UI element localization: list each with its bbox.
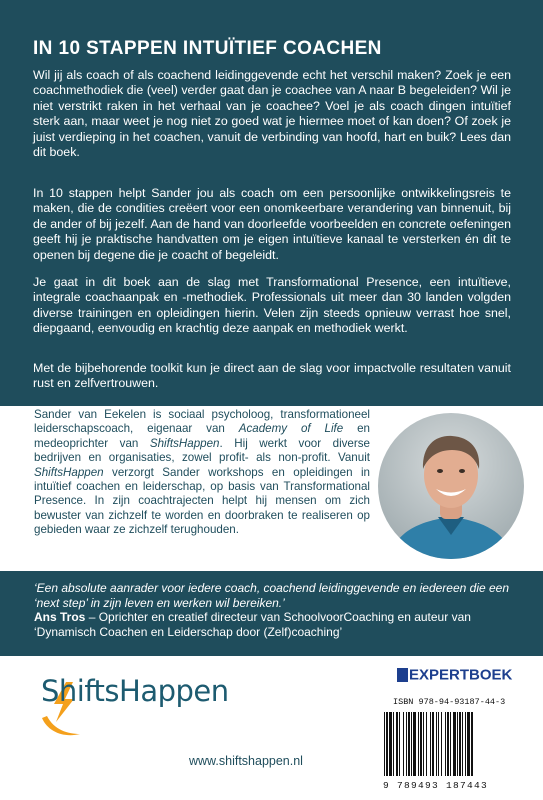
quote-author: Ans Tros (34, 610, 86, 625)
publisher-mark-icon (397, 668, 408, 682)
toolkit-paragraph: Met de bijbehorende toolkit kun je direct aan de slag voor impactvolle resultaten vanuit rust en zelfvertrouwen. (33, 361, 511, 391)
author-portrait (378, 413, 524, 559)
isbn-label: ISBN 978-94-93187-44-3 (393, 697, 506, 707)
endorsement-quote: ‘Een absolute aanrader voor iedere coach, coachend leidinggevende en iedereen die een ‘next step’ in zijn leven en werken wil bereiken.’ Ans Tros – Oprichter en creatief directeur van SchoolvoorCoaching en auteur van ‘Dynamisch Coachen en Leiderschap door (Zelf)coaching’ (34, 581, 510, 639)
publisher-logo: EXPERTBOEK (397, 666, 512, 685)
barcode-number: 9 789493 187443 (383, 780, 489, 791)
barcode (382, 712, 508, 778)
website-url: www.shiftshappen.nl (189, 754, 303, 768)
quote-credit: – Oprichter en creatief directeur van SchoolvoorCoaching en auteur van ‘Dynamisch Coachen en Leiderschap door (Zelf)coaching’ (34, 610, 471, 639)
bottom-section (0, 656, 543, 800)
method-paragraph: Je gaat in dit boek aan de slag met Transformational Presence, een intuïtieve, integrale coachaanpak en -methodiek. Professionals uit meer dan 30 landen volgden diverse trainingen en opleidingen hierin. Velen zijn steeds opnieuw verrast hoe snel, diepgaand, eenvoudig en krachtig deze aanpak en methodiek werkt. (33, 275, 511, 336)
author-bio-section (0, 406, 543, 571)
shiftshappen-logo: ShiftsHappen (41, 674, 229, 708)
intro-paragraph: Wil jij als coach of als coachend leidinggevende echt het verschil maken? Zoek je een coachmethodiek die (veel) verder gaat dan je coachee van A naar B begeleiden? Wil je niet verstrikt raken in het verhaal van je coachee? Voel je als coach dingen intuïtief sterk aan, maar weet je nog niet zo goed wat je hiermee moet of kan doen? Of zoek je juist verdieping in het coachen, vanuit de verbinding van hoofd, hart en buik? Lees dan dit boek. (33, 68, 511, 160)
cover-title: IN 10 STAPPEN INTUÏTIEF COACHEN (33, 38, 382, 59)
steps-paragraph: In 10 stappen helpt Sander jou als coach om een persoonlijke ontwikkelingsreis te maken, die de condities creëert voor een onomkeerbare verandering van binnenuit, bij de ander of bij jezelf. Aan de hand van doorleefde voorbeelden en concrete oefeningen geeft hij je praktische handvatten om je eigen intuïtieve kanaal te versterken én dit te openen bij degene die je coacht of begeleidt. (33, 186, 511, 262)
author-bio: Sander van Eekelen is sociaal psycholoog, transformationeel leiderschapscoach, eigenaar van Academy of Life en medeoprichter van ShiftsHappen. Hij werkt voor diverse bedrijven en organisaties, zowel profit- als non-profit. Vanuit ShiftsHappen verzorgt Sander workshops en opleidingen in intuïtief coachen en leiderschap, op basis van Transformational Presence. In zijn coachtrajecten helpt hij mensen om zich bewuster van zichzelf te worden en doorbraken te realiseren op gebieden waar ze zichzelf terughouden. (34, 408, 370, 537)
